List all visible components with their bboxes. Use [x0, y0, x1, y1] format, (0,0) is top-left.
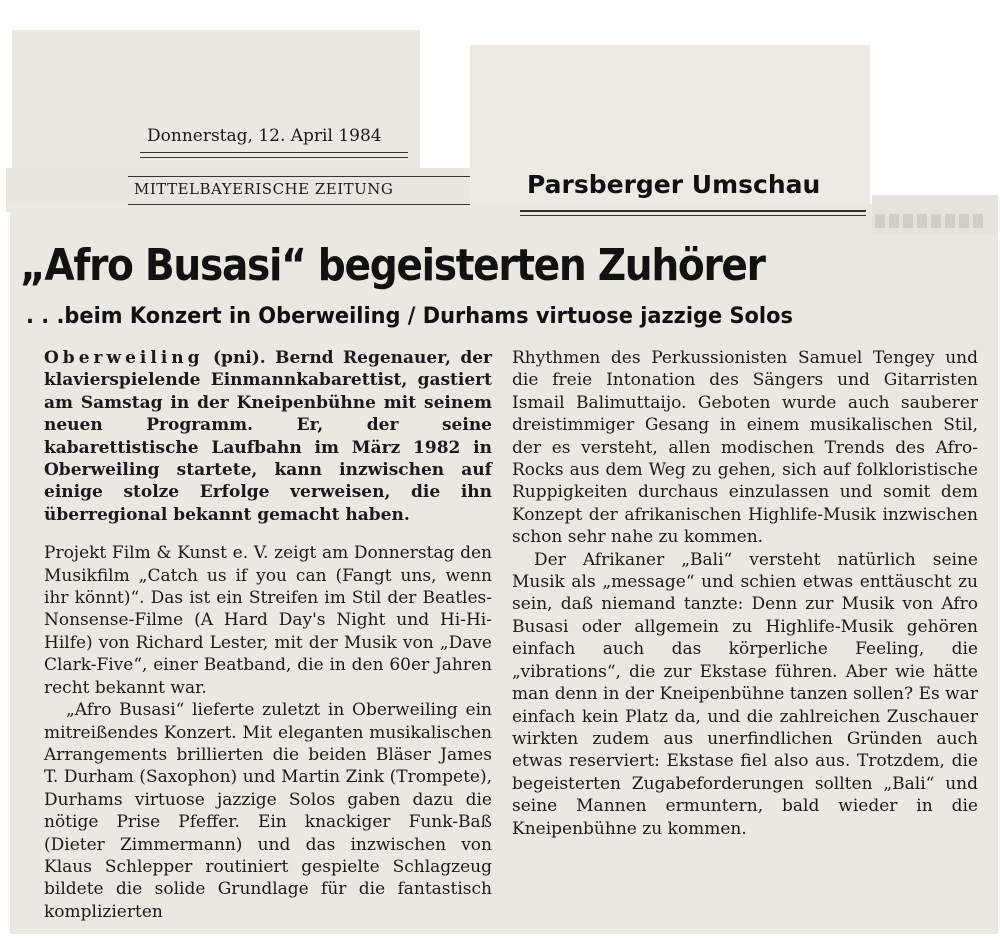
lead-paragraph	[44, 347, 492, 526]
article-column-right	[512, 347, 978, 840]
paper-name-underline	[128, 204, 470, 205]
bleed-through-texture	[875, 214, 985, 228]
section-rule	[520, 210, 866, 212]
section-title: Parsberger Umschau	[527, 170, 821, 199]
date-rule	[140, 152, 408, 153]
article-column-left	[44, 347, 492, 923]
date-line: Donnerstag, 12. April 1984	[147, 126, 382, 146]
date-rule-lower	[140, 157, 408, 158]
paragraph-concert: „Afro Busasi“ lieferte zuletzt in Oberweiling ein mitreißendes Konzert. Mit eleganten musikalischen Arrangements brillierten die beiden Bläser James T. Durham (Saxophon) und Martin Zink (Trompete), Durhams virtuose jazzige Solos gaben dazu die nötige Prise Pfeffer. Ein knackiger Funk-Baß (Dieter Zimmermann) und das inzwischen von Klaus Schlepper routiniert gespielte Schlagzeug bildete die solide Grundlage für die fantastisch komplizierten	[44, 700, 492, 922]
paragraph-rhythms: Rhythmen des Perkussionisten Samuel Tengey und die freie Intonation des Sängers und Gitarristen Ismail Balimuttaijo. Geboten wurde auch sauberer dreistimmiger Gesang in einem musikalischen Stil, der es versteht, allen modischen Trends des Afro-Rocks aus dem Weg zu gehen, sich auf folkloristische Ruppigkeiten durchaus einzulassen und somit dem Konzept der afrikanischen Highlife-Musik inzwischen schon sehr nahe zu kommen.	[512, 348, 978, 548]
lead-placename: Oberweiling	[44, 348, 204, 368]
article-subheadline: . . .beim Konzert in Oberweiling / Durhams virtuose jazzige Solos	[26, 303, 793, 329]
paper-name-rule	[128, 176, 470, 177]
lead-text: (pni). Bernd Regenauer, der klavierspielende Einmannkabarettist, gastiert am Samstag in der Kneipenbühne mit seinem neuen Programm. Er, der seine kabarettistische Laufbahn im März 1982 in Oberweiling startete, kann inzwischen auf einige stolze Erfolge verweisen, die ihn überregional bekannt gemacht haben.	[44, 348, 492, 525]
section-rule-lower	[520, 215, 866, 216]
newspaper-name: MITTELBAYERISCHE ZEITUNG	[134, 180, 394, 198]
article-headline: „Afro Busasi“ begeisterten Zuhörer	[20, 240, 765, 291]
paragraph-film: Projekt Film & Kunst e. V. zeigt am Donnerstag den Musikfilm „Catch us if you can (Fangt uns, wenn ihr könnt)“. Das ist ein Streifen im Stil der Beatles-Nonsense-Filme (A Hard Day's Night und Hi-Hi-Hilfe) von Richard Lester, mit der Musik von „Dave Clark-Five“, einer Beatband, die in den 60er Jahren recht bekannt war.	[44, 543, 492, 698]
paragraph-bali: Der Afrikaner „Bali“ versteht natürlich seine Musik als „message“ und schien etwas enttäuscht zu sein, daß niemand tanzte: Denn zur Musik von Afro Busasi oder allgemein zu Highlife-Musik gehören einfach auch das körperliche Feeling, die „vibrations“, die zur Ekstase führen. Aber wie hätte man denn in der Kneipenbühne tanzen sollen? Es war einfach kein Platz da, und die zahlreichen Zuschauer wirkten zudem aus unerfindlichen Gründen auch etwas reserviert: Ekstase fiel also aus. Trotzdem, die begeisterten Zugabeforderungen sollten „Bali“ und seine Mannen ermuntern, bald wieder in die Kneipenbühne zu kommen.	[512, 549, 978, 839]
